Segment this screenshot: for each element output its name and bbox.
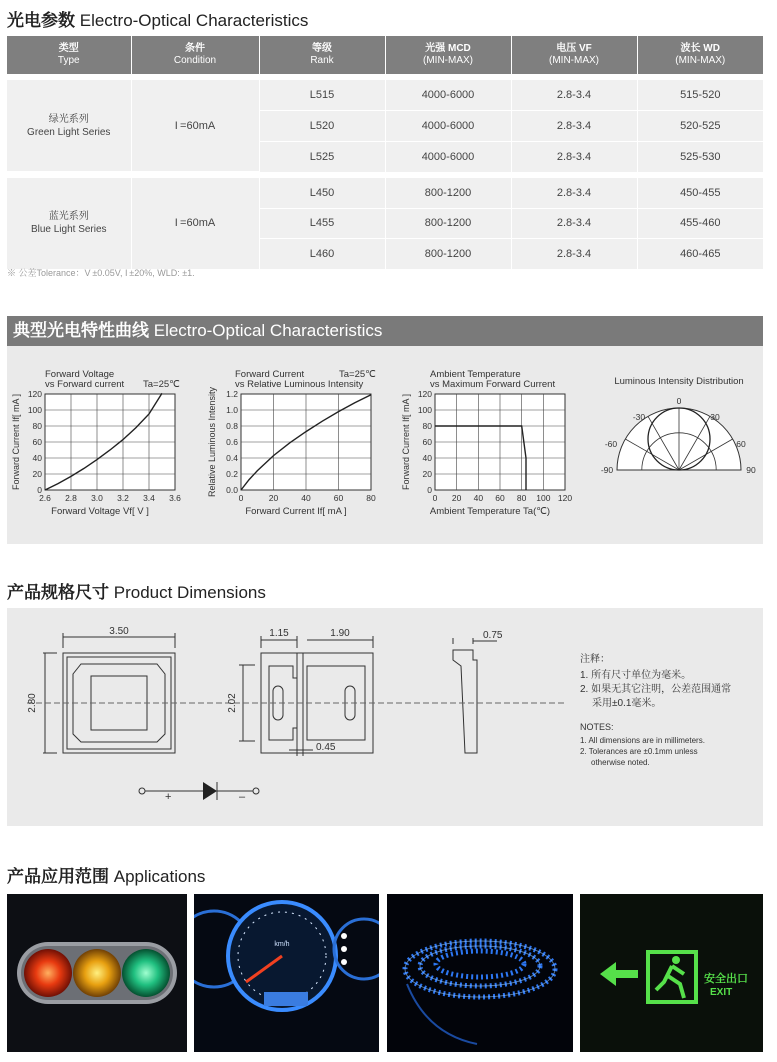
y-tick-label: 0.8 <box>226 421 238 431</box>
notes-en-item: otherwise noted. <box>591 758 650 767</box>
y-tick-label: 0 <box>427 485 432 495</box>
table-row <box>7 178 763 209</box>
diode-symbol <box>203 782 217 800</box>
x-tick-label: 3.2 <box>117 493 129 503</box>
section-title-cn: 产品应用范围 <box>7 867 109 886</box>
mcd-cell: 4000-6000 <box>385 141 511 172</box>
y-tick-label: 40 <box>32 453 42 463</box>
condition-cell: I =60mA <box>131 178 259 270</box>
x-tick-label: 3.0 <box>91 493 103 503</box>
vf-cell: 2.8-3.4 <box>511 111 637 142</box>
x-tick-label: 40 <box>301 493 311 503</box>
curves-svg <box>7 346 763 544</box>
x-axis-label: Ambient Temperature Ta(℃) <box>429 506 551 517</box>
y-axis-label: Forward Current If[ mA ] <box>11 393 21 491</box>
y-tick-label: 20 <box>422 469 432 479</box>
y-tick-label: 1.0 <box>226 405 238 415</box>
polar-angle-label: 60 <box>736 439 746 449</box>
spec-table <box>7 36 763 270</box>
notes-cn-item: 2. 如果无其它注明，公差范围通常 <box>580 684 732 695</box>
wd-cell: 455-460 <box>637 208 763 239</box>
vf-cell: 2.8-3.4 <box>511 208 637 239</box>
anode-label: + <box>165 791 172 803</box>
dim-pad2: 1.90 <box>330 628 350 639</box>
chart-4 <box>601 376 756 475</box>
notes-en-item: 2. Tolerances are ±0.1mm unless <box>580 747 698 756</box>
notes-en-title: NOTES: <box>580 722 614 732</box>
section-title-dimensions <box>7 578 266 603</box>
traffic-light-photo <box>7 894 187 1052</box>
notes-cn-item: 1. 所有尺寸单位为毫米。 <box>580 670 692 681</box>
y-axis-label: Forward Current If[ mA ] <box>401 393 411 491</box>
rank-cell: L525 <box>259 141 385 172</box>
dim-pad-height: 2.02 <box>227 693 238 713</box>
dim-width: 2.80 <box>27 693 38 713</box>
section-title-applications <box>7 862 205 887</box>
x-tick-label: 60 <box>495 493 505 503</box>
mcd-cell: 4000-6000 <box>385 111 511 142</box>
speedo-unit: km/h <box>274 941 290 948</box>
y-tick-label: 120 <box>417 389 432 399</box>
x-tick-label: 20 <box>268 493 279 503</box>
y-tick-label: 0.6 <box>226 437 238 447</box>
led-strip-photo <box>387 894 573 1052</box>
vf-cell: 2.8-3.4 <box>511 141 637 172</box>
x-axis-label: Forward Current If[ mA ] <box>245 506 347 517</box>
type-cell-green: 绿光系列 Green Light Series <box>7 80 131 172</box>
x-tick-label: 120 <box>557 493 573 503</box>
rank-cell: L460 <box>259 239 385 270</box>
polar-angle-label: -60 <box>604 439 618 449</box>
chart-title: Ambient Temperature <box>430 369 521 380</box>
x-tick-label: 3.6 <box>169 493 181 503</box>
header-condition: 条件 Condition <box>131 36 259 74</box>
type-cell-blue: 蓝光系列 Blue Light Series <box>7 178 131 270</box>
chart-1 <box>11 369 181 517</box>
chart-3 <box>401 369 572 517</box>
x-tick-label: 80 <box>516 493 527 503</box>
section-title-en: Electro-Optical Characteristics <box>153 321 383 340</box>
polar-angle-label: -30 <box>632 412 646 422</box>
y-tick-label: 80 <box>422 421 432 431</box>
condition-cell: I =60mA <box>131 80 259 172</box>
wd-cell: 520-525 <box>637 111 763 142</box>
polar-angle-label: -90 <box>600 465 614 475</box>
y-tick-label: 0.2 <box>226 469 238 479</box>
dimension-notes <box>580 653 731 767</box>
header-type: 类型 Type <box>7 36 131 74</box>
mcd-cell: 800-1200 <box>385 178 511 209</box>
y-tick-label: 120 <box>27 389 42 399</box>
header-mcd: 光强 MCD (MIN-MAX) <box>385 36 511 74</box>
chart-title: vs Maximum Forward Current <box>430 379 556 390</box>
x-axis-label: Forward Voltage Vf[ V ] <box>51 506 149 517</box>
wd-cell: 525-530 <box>637 141 763 172</box>
section-title-en: Product Dimensions <box>113 583 266 602</box>
section-title-cn: 典型光电特性曲线 <box>13 321 149 340</box>
side-view-outline <box>453 650 477 753</box>
notes-cn-title: 注释： <box>580 654 610 665</box>
mcd-cell: 800-1200 <box>385 208 511 239</box>
x-tick-label: 20 <box>451 493 462 503</box>
x-tick-label: 3.4 <box>143 493 155 503</box>
notes-cn-item: 采用±0.1毫米。 <box>592 698 662 709</box>
vf-cell: 2.8-3.4 <box>511 80 637 111</box>
mcd-cell: 800-1200 <box>385 239 511 270</box>
wd-cell: 515-520 <box>637 80 763 111</box>
rank-cell: L455 <box>259 208 385 239</box>
vf-cell: 2.8-3.4 <box>511 178 637 209</box>
y-tick-label: 40 <box>422 453 432 463</box>
cathode-label: – <box>239 791 246 803</box>
table-row <box>7 80 763 111</box>
x-tick-label: 80 <box>366 493 376 503</box>
dim-thickness: 0.75 <box>483 630 503 641</box>
polar-angle-label: 30 <box>710 412 720 422</box>
y-axis-label: Relative Luminous Intensity <box>207 386 217 498</box>
chart-title: vs Relative Luminous Intensity <box>235 379 364 390</box>
header-vf: 电压 VF (MIN-MAX) <box>511 36 637 74</box>
section-title-cn: 光电参数 <box>7 11 75 30</box>
exit-sign-photo <box>580 894 763 1052</box>
header-rank: 等级 Rank <box>259 36 385 74</box>
chart-annotation: Ta=25℃ <box>339 369 376 380</box>
vf-cell: 2.8-3.4 <box>511 239 637 270</box>
dim-length: 3.50 <box>109 626 129 637</box>
x-tick-label: 100 <box>536 493 551 503</box>
chart-title: vs Forward current <box>45 379 125 390</box>
y-tick-label: 60 <box>32 437 42 447</box>
table-header-row <box>7 36 763 74</box>
y-tick-label: 100 <box>27 405 42 415</box>
rank-cell: L520 <box>259 111 385 142</box>
section-title-en: Applications <box>113 867 206 886</box>
y-tick-label: 80 <box>32 421 42 431</box>
tolerance-note: ※ 公差Tolerance：V ±0.05V, I ±20%, WLD: ±1. <box>7 268 195 278</box>
dim-gap: 0.45 <box>316 742 336 753</box>
dashboard-photo <box>194 894 379 1052</box>
rank-cell: L450 <box>259 178 385 209</box>
chart-title: Luminous Intensity Distribution <box>614 376 744 387</box>
x-tick-label: 40 <box>473 493 484 503</box>
x-tick-label: 2.6 <box>39 493 51 503</box>
y-tick-label: 1.2 <box>226 389 238 399</box>
polar-angle-label: 0 <box>676 396 682 406</box>
polar-angle-label: 90 <box>746 465 756 475</box>
chart-title: Forward Current <box>235 369 305 380</box>
section-title-cn: 产品规格尺寸 <box>7 583 109 602</box>
y-tick-label: 20 <box>32 469 42 479</box>
y-tick-label: 0.0 <box>226 485 238 495</box>
notes-en-item: 1. All dimensions are in millimeters. <box>580 736 705 745</box>
chart-title: Forward Voltage <box>45 369 115 380</box>
chart-2 <box>207 369 376 517</box>
section-title-curves <box>7 316 763 346</box>
x-tick-label: 60 <box>333 493 344 503</box>
wd-cell: 450-455 <box>637 178 763 209</box>
section-title-en: Electro-Optical Characteristics <box>79 11 309 30</box>
x-tick-label: 0 <box>432 493 438 503</box>
y-tick-label: 0.4 <box>226 453 238 463</box>
dimension-drawing <box>7 608 763 826</box>
exit-sign-en: EXIT <box>710 987 733 998</box>
section-title-electro-optical <box>7 6 308 31</box>
chart-annotation: Ta=25℃ <box>143 379 180 390</box>
x-tick-label: 2.8 <box>65 493 77 503</box>
mcd-cell: 4000-6000 <box>385 80 511 111</box>
wd-cell: 460-465 <box>637 239 763 270</box>
y-tick-label: 0 <box>37 485 42 495</box>
rank-cell: L515 <box>259 80 385 111</box>
x-tick-label: 0 <box>238 493 244 503</box>
header-wd: 波长 WD (MIN-MAX) <box>637 36 763 74</box>
dim-pad1: 1.15 <box>269 628 289 639</box>
y-tick-label: 60 <box>422 437 432 447</box>
exit-sign-cn: 安全出口 <box>704 973 748 985</box>
y-tick-label: 100 <box>417 405 432 415</box>
